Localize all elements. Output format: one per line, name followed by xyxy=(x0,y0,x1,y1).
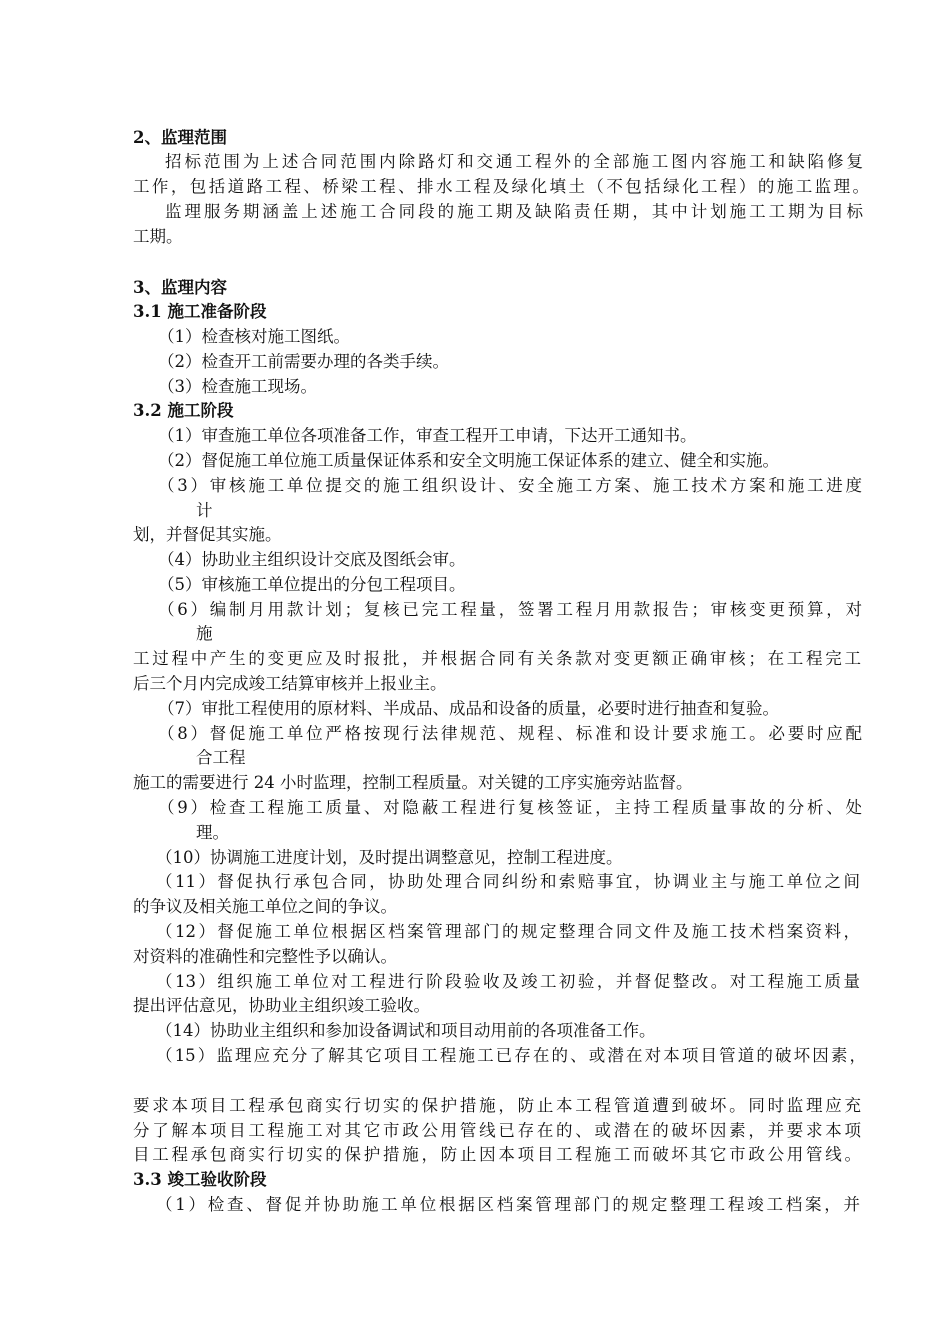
list-item: （3）检查施工现场。 xyxy=(158,377,317,396)
section-3-3-heading: 3.3 竣工验收阶段 xyxy=(133,1170,267,1189)
list-item: （15）监理应充分了解其它项目工程施工已存在的、或潜在对本项目管道的破坏因素， xyxy=(156,1046,866,1065)
list-item-continuation: 对资料的准确性和完整性予以确认。 xyxy=(133,947,397,966)
list-item-continuation: 计 xyxy=(196,501,213,520)
section-3-2-heading: 3.2 施工阶段 xyxy=(133,401,234,420)
list-item: （12）督促施工单位根据区档案管理部门的规定整理合同文件及施工技术档案资料， xyxy=(156,922,860,941)
list-item: （6）编制月用款计划；复核已完工程量，签署工程月用款报告；审核变更预算，对 xyxy=(158,600,862,619)
section-3-1-heading: 3.1 施工准备阶段 xyxy=(133,302,267,321)
list-item: （13）组织施工单位对工程进行阶段验收及竣工初验，并督促整改。对工程施工质量 xyxy=(156,972,860,991)
list-item: （2）检查开工前需要办理的各类手续。 xyxy=(158,352,449,371)
section-2-heading: 2、监理范围 xyxy=(133,128,227,147)
list-item-continuation: 目工程承包商实行切实的保护措施，防止因本项目工程施工而破坏其它市政公用管线。 xyxy=(133,1145,861,1164)
list-item-continuation: 合工程 xyxy=(196,748,246,767)
list-item: （10）协调施工进度计划，及时提出调整意见，控制工程进度。 xyxy=(156,848,623,867)
list-item-continuation: 施 xyxy=(196,624,213,643)
paragraph-line: 招标范围为上述合同范围内除路灯和交通工程外的全部施工图内容施工和缺陷修复 xyxy=(165,152,863,171)
paragraph-line: 工作，包括道路工程、桥梁工程、排水工程及绿化填土（不包括绿化工程）的施工监理。 xyxy=(133,177,869,196)
list-item-continuation: 理。 xyxy=(196,823,229,842)
section-3-heading: 3、监理内容 xyxy=(133,278,227,297)
list-item: （1）检查核对施工图纸。 xyxy=(158,327,350,346)
list-item: （14）协助业主组织和参加设备调试和项目动用前的各项准备工作。 xyxy=(156,1021,656,1040)
list-item: （3）审核施工单位提交的施工组织设计、安全施工方案、施工技术方案和施工进度 xyxy=(158,476,862,495)
list-item: （9）检查工程施工质量、对隐蔽工程进行复核签证，主持工程质量事故的分析、处 xyxy=(158,798,862,817)
list-item-continuation: 的争议及相关施工单位之间的争议。 xyxy=(133,897,397,916)
list-item: （1）审查施工单位各项准备工作，审查工程开工申请，下达开工通知书。 xyxy=(158,426,697,445)
list-item: （4）协助业主组织设计交底及图纸会审。 xyxy=(158,550,466,569)
paragraph-line: 监理服务期涵盖上述施工合同段的施工期及缺陷责任期，其中计划施工工期为目标 xyxy=(165,202,863,221)
list-item-continuation: 提出评估意见，协助业主组织竣工验收。 xyxy=(133,996,430,1015)
list-item: （7）审批工程使用的原材料、半成品、成品和设备的质量，必要时进行抽查和复验。 xyxy=(158,699,779,718)
list-item: （1）检查、督促并协助施工单位根据区档案管理部门的规定整理工程竣工档案，并 xyxy=(156,1195,860,1214)
list-item: （5）审核施工单位提出的分包工程项目。 xyxy=(158,575,466,594)
list-item: （8）督促施工单位严格按现行法律规范、规程、标准和设计要求施工。必要时应配 xyxy=(158,724,862,743)
list-item: （11）督促执行承包合同，协助处理合同纠纷和索赔事宜，协调业主与施工单位之间 xyxy=(156,872,860,891)
list-item-continuation: 工过程中产生的变更应及时报批，并根据合同有关条款对变更额正确审核；在工程完工 xyxy=(133,649,861,668)
list-item-continuation: 分了解本项目工程施工对其它市政公用管线已存在的、或潜在的破坏因素，并要求本项 xyxy=(133,1121,861,1140)
list-item-continuation: 要求本项目工程承包商实行切实的保护措施，防止本工程管道遭到破坏。同时监理应充 xyxy=(133,1096,861,1115)
list-item-continuation: 施工的需要进行 24 小时监理，控制工程质量。对关键的工序实施旁站监督。 xyxy=(133,773,693,792)
list-item-continuation: 后三个月内完成竣工结算审核并上报业主。 xyxy=(133,674,447,693)
list-item: （2）督促施工单位施工质量保证体系和安全文明施工保证体系的建立、健全和实施。 xyxy=(158,451,779,470)
paragraph-line: 工期。 xyxy=(133,227,183,246)
list-item-continuation: 划，并督促其实施。 xyxy=(133,525,282,544)
